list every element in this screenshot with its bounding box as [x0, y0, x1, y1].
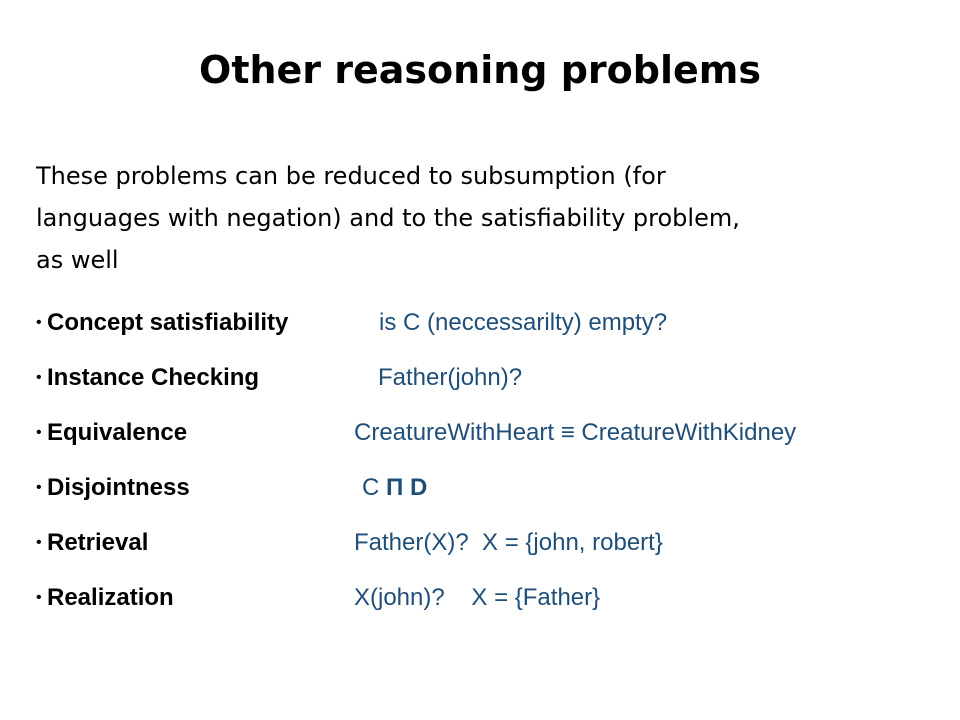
bullet-icon: •: [36, 369, 42, 386]
bullet-description-text: X(john)? X = {Father}: [354, 584, 601, 611]
bullet-retrieval: [36, 520, 936, 575]
bullet-description: [354, 520, 663, 565]
bullet-description: [379, 300, 667, 345]
bullet-description: [354, 410, 796, 455]
bullet-description-text: Father(X)? X = {john, robert}: [354, 529, 663, 556]
bullet-term: Disjointness: [47, 474, 190, 501]
equivalence-operator: ≡: [560, 419, 575, 446]
intersection-operator: Π D: [386, 474, 428, 501]
bullet-term: Concept satisfiability: [47, 309, 289, 336]
bullet-disjointness: [36, 465, 936, 520]
bullet-description: [378, 355, 522, 400]
intro-paragraph: [36, 155, 936, 281]
bullet-realization: [36, 575, 936, 630]
intro-line: as well: [36, 246, 119, 274]
bullet-icon: •: [36, 589, 42, 606]
bullet-instance-checking: [36, 355, 936, 410]
bullet-description-text: C: [362, 474, 380, 501]
bullet-description: [362, 465, 427, 510]
bullet-icon: •: [36, 314, 42, 331]
bullet-term: Instance Checking: [47, 364, 260, 391]
bullet-term: Realization: [47, 584, 174, 611]
intro-line: These problems can be reduced to subsumption (for: [36, 162, 666, 190]
bullet-concept-satisfiability: [36, 300, 936, 355]
bullet-icon: •: [36, 479, 42, 496]
bullet-icon: •: [36, 424, 42, 441]
intro-line: languages with negation) and to the satisfiability problem,: [36, 204, 740, 232]
bullet-description-text: Father(john)?: [378, 364, 523, 391]
slide-title: Other reasoning problems: [199, 48, 761, 92]
reasoning-problem-list: [36, 300, 936, 630]
bullet-term: Retrieval: [47, 529, 149, 556]
bullet-description-text: is C (neccessarilty) empty?: [379, 309, 668, 336]
bullet-description-text: CreatureWithHeart: [354, 419, 555, 446]
bullet-description: [354, 575, 600, 620]
bullet-term: Equivalence: [47, 419, 188, 446]
bullet-equivalence: [36, 410, 936, 465]
bullet-icon: •: [36, 534, 42, 551]
bullet-description-text: CreatureWithKidney: [581, 419, 797, 446]
